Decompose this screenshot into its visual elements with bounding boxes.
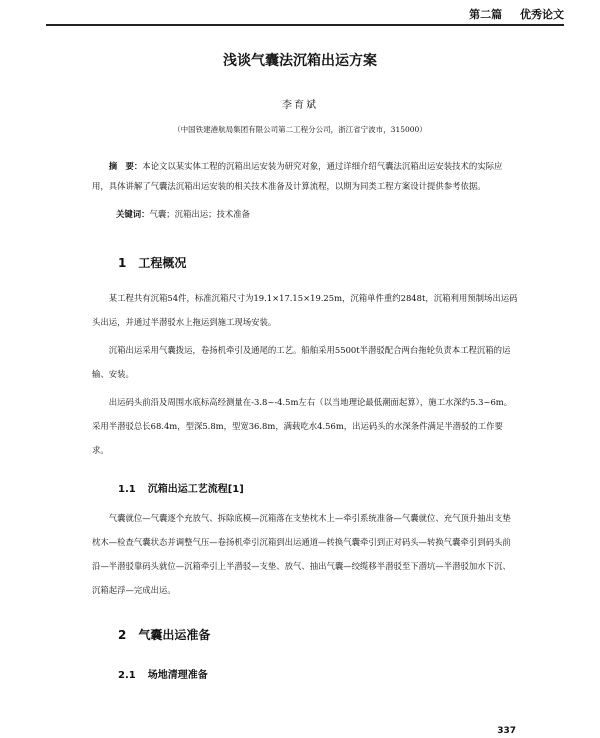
abstract-text: 本论文以某实体工程的沉箱出运安装为研究对象，通过详细介绍气囊法沉箱出运安装技术的实际应用，具体讲解了气囊法沉箱出运安装的相关技术准备及计算流程，以期为同类工程方案设计提供参考依据。	[92, 161, 503, 191]
section-1-heading	[118, 254, 186, 271]
subsection-1-1-heading	[118, 480, 244, 495]
abstract	[92, 156, 512, 196]
section-1-paragraph-2: 沉箱出运采用气囊拨运，卷扬机牵引及通尾的工艺。船舶采用5500t半潜驳配合两台拖轮负责本工程沉箱的运输、安装。	[92, 345, 511, 379]
subsection-2-1-number: 2.1	[118, 670, 136, 681]
subsection-1-1-number: 1.1	[118, 484, 136, 495]
header-section: 优秀论文	[520, 8, 564, 21]
section-1-paragraph-1: 某工程共有沉箱54件，标准沉箱尺寸为19.1×17.15×19.25m，沉箱单件重约2848t，沉箱利用预制场出运码头出运，并通过半潜驳水上拖运到施工现场安装。	[92, 293, 518, 327]
subsection-2-1-heading	[118, 666, 208, 681]
abstract-label: 摘 要：	[108, 161, 143, 171]
section-1-title: 工程概况	[138, 256, 187, 270]
keywords-text: 气囊；沉箱出运；技术准备	[149, 209, 250, 219]
keywords	[116, 208, 516, 220]
section-2-title: 气囊出运准备	[138, 628, 211, 642]
subsection-2-1-title: 场地清理准备	[147, 670, 208, 681]
header-part: 第二篇	[469, 8, 503, 21]
paper-title: 浅谈气囊法沉箱出运方案	[223, 53, 377, 69]
subsection-1-1-paragraph: 气囊就位—气囊逐个充放气、拆除底模—沉箱落在支垫枕木上—牵引系统准备—气囊就位、充气顶升抽出支垫枕木—检查气囊状态并调整气压—卷扬机牵引沉箱到出运通道—转换气囊牵引到正对码头—转换气囊牵引到码头前沿—半潜驳靠码头就位—沉箱牵引上半潜驳—支垫、放气、抽出气囊—绞缆移半潜驳至下潜坑—半潜驳加水下沉、沉箱起浮—完成出运。	[92, 513, 511, 595]
running-header	[46, 6, 564, 26]
section-2-number: 2	[118, 628, 127, 642]
subsection-1-1-title: 沉箱出运工艺流程[1]	[147, 484, 244, 495]
section-1-paragraph-3: 出运码头前沿及周围水底标高经测量在-3.8~-4.5m左右（以当地理论最低潮面起算），施工水深约5.3~6m。采用半潜驳总长68.4m，型深5.8m，型宽36.8m，满载吃水4.56m，出运码头的水深条件满足半潜驳的工作要求。	[92, 397, 513, 455]
author-affiliation: （中国铁建港航局集团有限公司第二工程分公司，浙江省宁波市，315000）	[173, 125, 427, 134]
section-1-number: 1	[118, 256, 127, 270]
section-2-heading	[118, 626, 210, 643]
author-name: 李育斌	[282, 100, 318, 111]
page-number: 337	[497, 726, 516, 736]
keywords-label: 关键词：	[116, 209, 150, 219]
